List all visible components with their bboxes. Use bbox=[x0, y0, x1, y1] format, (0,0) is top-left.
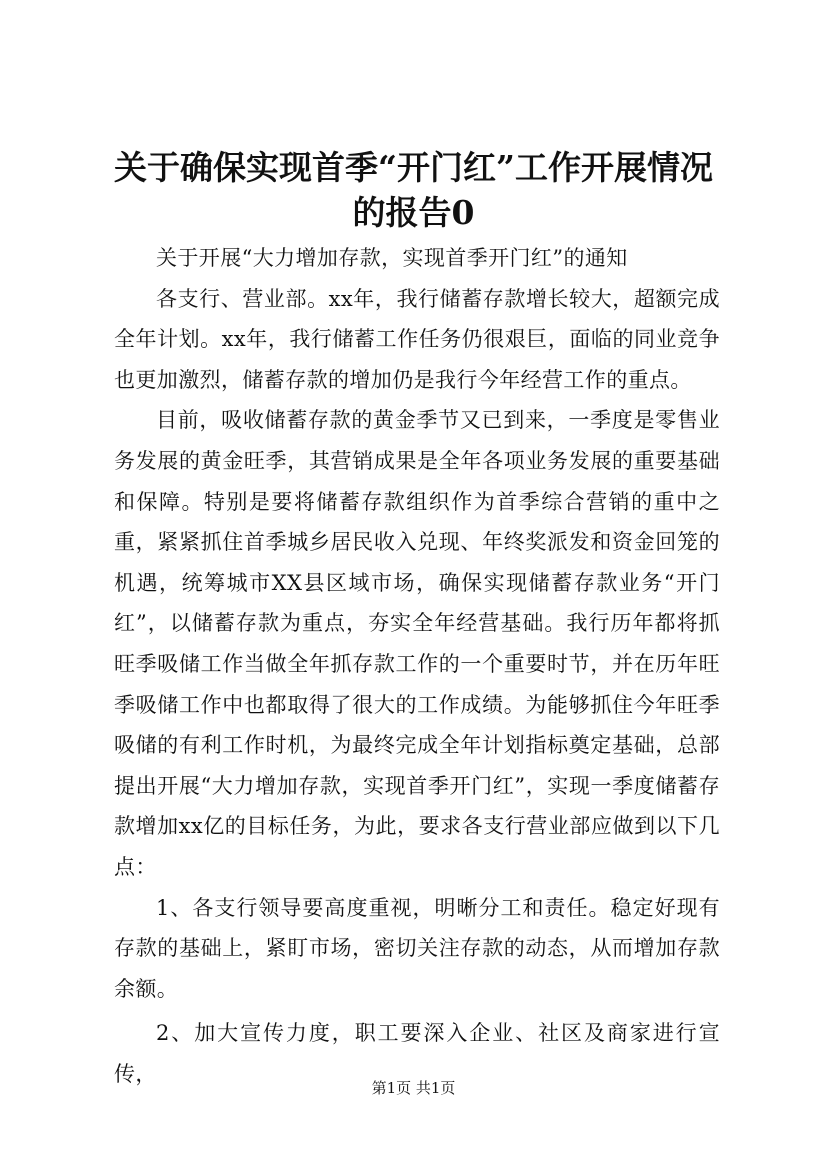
page-footer: 第1页 共1页 bbox=[371, 1079, 456, 1097]
document-body bbox=[114, 238, 720, 1094]
paragraph-point-2: 2、加大宣传力度，职工要深入企业、社区及商家进行宣传， bbox=[114, 1021, 720, 1086]
paragraph-notice-title: 关于开展“大力增加存款，实现首季开门红”的通知 bbox=[156, 246, 628, 270]
paragraph-point-1: 1、各支行领导要高度重视，明晰分工和责任。稳定好现有存款的基础上，紧盯市场，密切关注存款的动态，从而增加存款余额。 bbox=[114, 895, 720, 1001]
paragraph-intro: 各支行、营业部。xx年，我行储蓄存款增长较大，超额完成全年计划。xx年，我行储蓄工作任务仍很艰巨，面临的同业竞争也更加激烈，储蓄存款的增加仍是我行今年经营工作的重点。 bbox=[114, 286, 720, 392]
paragraph-main: 目前，吸收储蓄存款的黄金季节又已到来，一季度是零售业务发展的黄金旺季，其营销成果是全年各项业务发展的重要基础和保障。特别是要将储蓄存款组织作为首季综合营销的重中之重，紧紧抓住首季城乡居民收入兑现、年终奖派发和资金回笼的机遇，统筹城市XX县区域市场，确保实现储蓄存款业务“开门红”，以储蓄存款为重点，夯实全年经营基础。我行历年都将抓旺季吸储工作当做全年抓存款工作的一个重要时节，并在历年旺季吸储工作中也都取得了很大的工作成绩。为能够抓住今年旺季吸储的有利工作时机，为最终完成全年计划指标奠定基础，总部提出开展“大力增加存款，实现首季开门红”，实现一季度储蓄存款增加xx亿的目标任务，为此，要求各支行营业部应做到以下几点： bbox=[114, 408, 720, 879]
document-title: 关于确保实现首季“开门红”工作开展情况的报告0 bbox=[114, 148, 713, 232]
